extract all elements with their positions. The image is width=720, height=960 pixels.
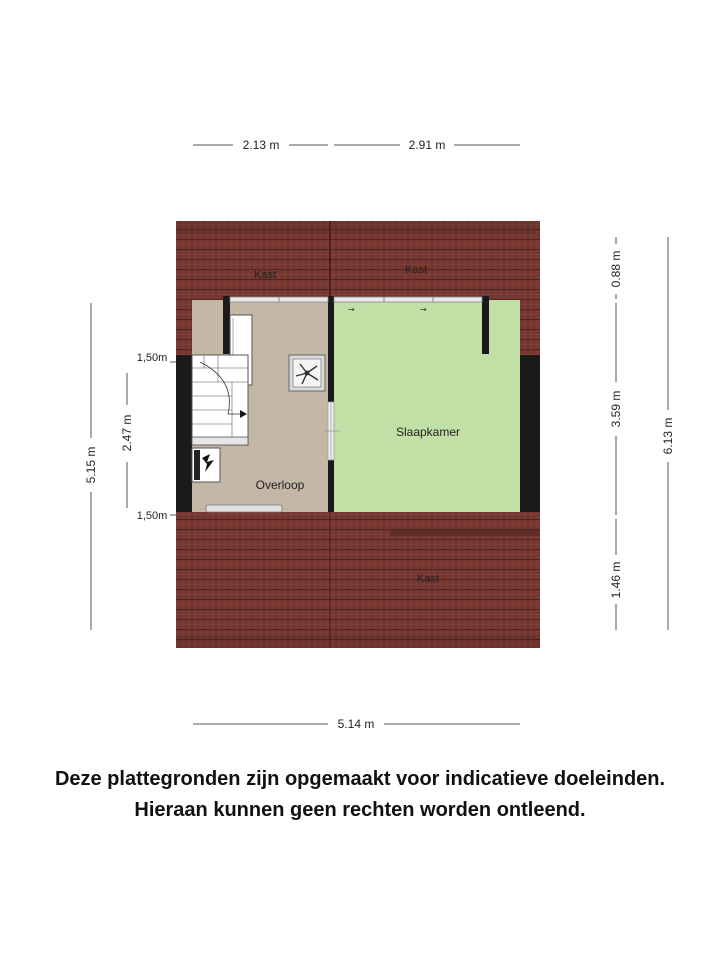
dimension-left-outer	[84, 303, 98, 630]
dimension-left-outer-label: 5.15 m	[84, 446, 98, 484]
radiator	[206, 505, 282, 512]
dimension-right-middle	[609, 303, 623, 515]
room-label-kast-bottom: Kast	[416, 573, 440, 585]
disclaimer	[0, 764, 720, 826]
ventilation-unit	[289, 355, 325, 391]
room-label-overloop: Overloop	[255, 478, 305, 492]
dimension-right-outer-label: 6.13 m	[661, 417, 675, 455]
dimension-top-right-label: 2.91 m	[408, 138, 446, 152]
room-label-kast-top-left: Kast	[253, 269, 277, 281]
dimension-right-middle-label: 3.59 m	[609, 390, 623, 428]
dimension-right-top	[609, 237, 623, 299]
arrow-icon: →	[420, 305, 427, 314]
dimension-right-outer	[661, 237, 675, 630]
dimension-top-right	[334, 138, 520, 152]
room-label-slaapkamer: Slaapkamer	[395, 425, 461, 439]
dimension-bottom-label: 5.14 m	[337, 717, 375, 731]
dimension-right-bottom-label: 1.46 m	[609, 561, 623, 599]
height-mark-top-label: 1,50m	[136, 352, 168, 364]
dimension-right-top-label: 0.88 m	[609, 250, 623, 288]
dimension-top-left	[193, 138, 328, 152]
cabinet	[192, 448, 220, 482]
dimension-bottom	[193, 717, 520, 731]
arrow-icon: →	[348, 305, 355, 314]
dimension-left-inner-label: 2.47 m	[120, 414, 134, 452]
disclaimer-line-2: Hieraan kunnen geen rechten worden ontleend.	[134, 799, 586, 821]
dimension-left-inner	[120, 373, 134, 508]
slaapkamer-floor	[334, 300, 520, 512]
disclaimer-line-1: Deze plattegronden zijn opgemaakt voor indicatieve doeleinden.	[54, 768, 666, 790]
dimension-top-left-label: 2.13 m	[242, 138, 280, 152]
height-mark-bottom-label: 1,50m	[136, 510, 168, 522]
dimension-right-bottom	[609, 519, 623, 630]
room-label-kast-top-right: Kast	[404, 264, 428, 276]
